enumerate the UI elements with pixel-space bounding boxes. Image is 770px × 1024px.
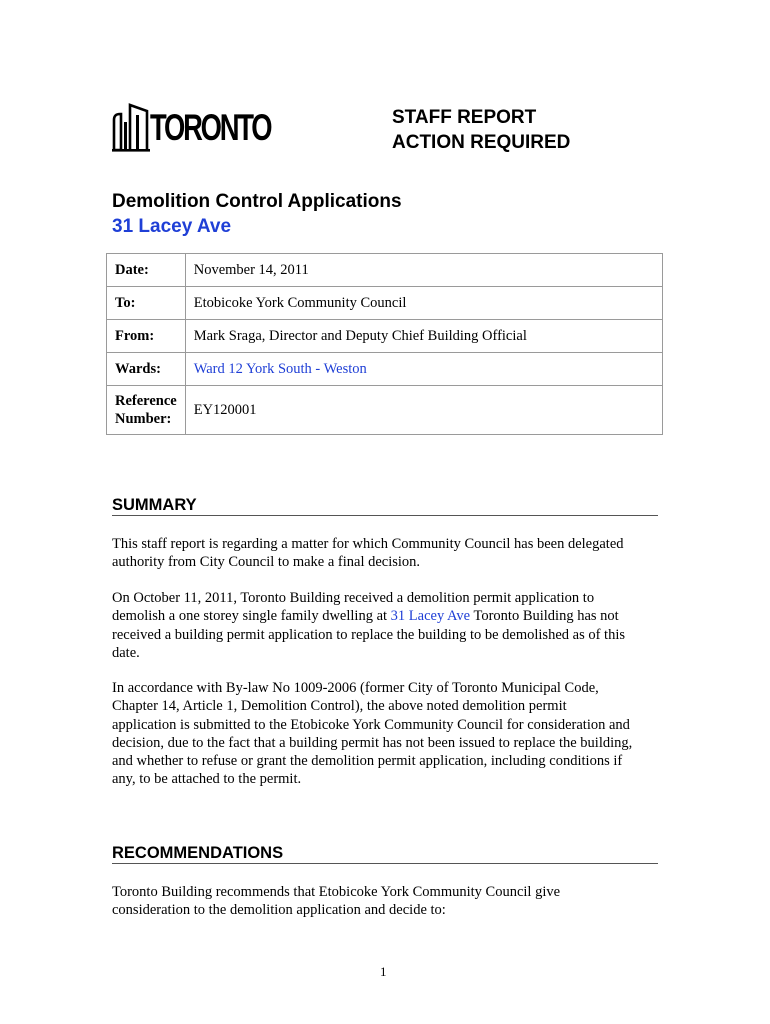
- reference-label-line-2: Number:: [115, 411, 172, 427]
- paragraph-line: In accordance with By-law No 1009-2006 (former City of Toronto Municipal Code,: [112, 680, 599, 696]
- paragraph-text: demolish a one storey single family dwelling at: [112, 608, 391, 625]
- wards-label: Wards:: [107, 353, 186, 386]
- report-metadata-table: [106, 253, 663, 435]
- paragraph-line: application is submitted to the Etobicoke York Community Council for consideration and: [112, 716, 630, 733]
- table-row-date: [107, 254, 663, 287]
- recommendations-heading: RECOMMENDATIONS: [112, 844, 284, 862]
- city-of-toronto-logo: [112, 103, 271, 153]
- paragraph-line: authority from City Council to make a final decision.: [112, 554, 421, 571]
- from-label: From:: [107, 320, 186, 353]
- paragraph-line: any, to be attached to the permit.: [112, 771, 302, 788]
- paragraph-line: On October 11, 2011, Toronto Building received a demolition permit application to: [112, 590, 595, 606]
- to-label: To:: [107, 287, 186, 320]
- wards-link[interactable]: Ward 12 York South - Weston: [185, 353, 662, 386]
- paragraph-line: consideration to the demolition application and decide to:: [112, 902, 446, 919]
- paragraph-line: and whether to refuse or grant the demolition permit application, including conditions if: [112, 753, 623, 770]
- report-type: [392, 105, 570, 155]
- reference-label-line-1: Reference: [115, 393, 177, 409]
- summary-divider: [112, 515, 658, 516]
- summary-heading: SUMMARY: [112, 496, 197, 514]
- paragraph-line: Chapter 14, Article 1, Demolition Control), the above noted demolition permit: [112, 698, 567, 715]
- from-value: Mark Sraga, Director and Deputy Chief Building Official: [185, 320, 662, 353]
- logo-wordmark: TORONTO: [150, 107, 271, 148]
- paragraph-line: date.: [112, 644, 140, 661]
- table-row-reference: [107, 386, 663, 435]
- summary-paragraph-1: [112, 535, 672, 572]
- page-number: 1: [380, 964, 387, 979]
- paragraph-text: Toronto Building has not: [470, 608, 619, 625]
- reference-label: [107, 386, 186, 435]
- paragraph-line: received a building permit application to replace the building to be demolished as of this: [112, 626, 625, 643]
- to-value: Etobicoke York Community Council: [185, 287, 662, 320]
- summary-paragraph-3: [112, 679, 672, 789]
- date-value: November 14, 2011: [185, 254, 662, 287]
- paragraph-line: This staff report is regarding a matter for which Community Council has been delegated: [112, 536, 624, 552]
- recommendations-divider: [112, 863, 658, 864]
- date-label: Date:: [107, 254, 186, 287]
- address-link[interactable]: 31 Lacey Ave: [390, 608, 471, 625]
- paragraph-line: [112, 607, 672, 625]
- summary-paragraph-2: [112, 589, 672, 662]
- document-subtitle-address: 31 Lacey Ave: [112, 216, 232, 237]
- table-row-from: [107, 320, 663, 353]
- recommendations-paragraph-1: [112, 883, 672, 920]
- document-title: Demolition Control Applications: [112, 191, 402, 212]
- city-hall-icon: [112, 103, 152, 153]
- reference-number-value: EY120001: [185, 386, 662, 435]
- paragraph-line: decision, due to the fact that a building permit has not been issued to replace the building,: [112, 734, 633, 751]
- table-row-to: [107, 287, 663, 320]
- report-type-line-1: STAFF REPORT: [392, 107, 537, 128]
- paragraph-line: Toronto Building recommends that Etobicoke York Community Council give: [112, 884, 561, 900]
- report-type-line-2: ACTION REQUIRED: [392, 132, 571, 153]
- table-row-wards: [107, 353, 663, 386]
